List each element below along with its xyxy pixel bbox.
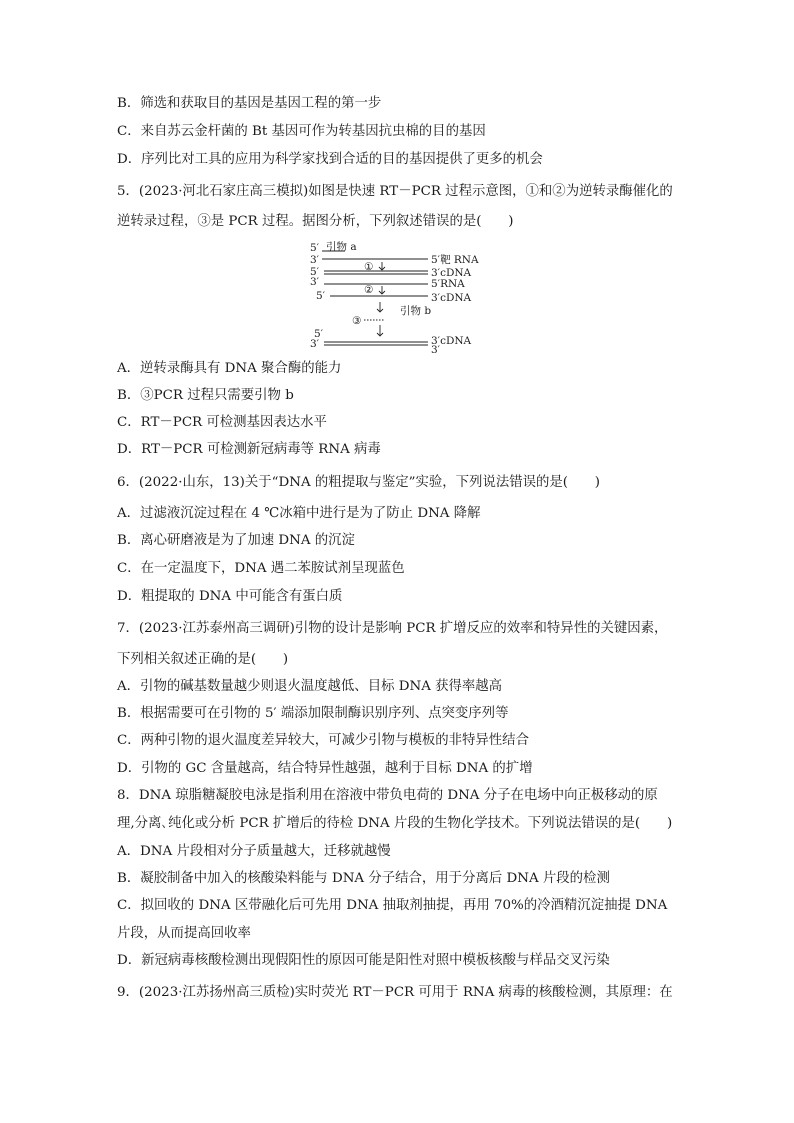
question-7-stem: 7．(2023·江苏泰州高三调研)引物的设计是影响 PCR 扩增反应的效率和特异性的关键因素， (117, 621, 668, 636)
step-3-label: ③ (352, 315, 362, 327)
arrow-1 (379, 262, 385, 270)
text-line: B．筛选和获取目的基因是基因工程的第一步 (117, 96, 382, 111)
option: A．引物的碱基数量越少则退火温度越低、目标 DNA 获得率越高 (117, 679, 503, 694)
option: C．在一定温度下，DNA 遇二苯胺试剂呈现蓝色 (117, 561, 405, 576)
primer-b-label: 引物 b (400, 305, 432, 317)
end-label: 5′ (310, 242, 320, 254)
option: D．RT－PCR 可检测新冠病毒等 RNA 病毒 (117, 442, 381, 457)
question-9-stem: 9．(2023·江苏扬州高三质检)实时荧光 RT－PCR 可用于 RNA 病毒的核酸检测，其原理：在 (117, 985, 673, 1000)
option: A．逆转录酶具有 DNA 聚合酶的能力 (117, 361, 342, 376)
option: A．DNA 片段相对分子质量越大，迁移就越慢 (117, 844, 391, 859)
rt-pcr-diagram (300, 238, 500, 356)
option: C．RT－PCR 可检测基因表达水平 (117, 415, 327, 430)
option: A．过滤液沉淀过程在 4 ℃冰箱中进行是为了防止 DNA 降解 (117, 506, 481, 521)
end-label: 5′ (310, 266, 320, 278)
text-line: D．序列比对工具的应用为科学家找到合适的目的基因提供了更多的机会 (117, 152, 543, 167)
option: B．离心研磨液是为了加速 DNA 的沉淀 (117, 533, 355, 548)
cdna-label: 3′cDNA (431, 292, 472, 304)
end-label: 5′ (316, 290, 326, 302)
option: C．拟回收的 DNA 区带融化后可先用 DNA 抽取剂抽提，再用 70%的冷酒精沉淀抽提 DNA (117, 898, 668, 913)
question-5-stem: 逆转录过程，③是 PCR 过程。据图分析，下列叙述错误的是( ) (117, 214, 514, 229)
arrow-3a (377, 302, 383, 312)
cdna-label: 3′cDNA (431, 267, 472, 279)
question-5-stem: 5．(2023·河北石家庄高三模拟)如图是快速 RT－PCR 过程示意图，①和②为逆转录酶催化的 (117, 184, 673, 199)
question-8-stem: 8．DNA 琼脂糖凝胶电泳是指利用在溶液中带负电荷的 DNA 分子在电场中向正极移动的原 (117, 788, 658, 803)
end-label: 3′ (310, 254, 320, 266)
question-6-stem: 6．(2022·山东，13)关于“DNA 的粗提取与鉴定”实验，下列说法错误的是( ) (117, 475, 601, 490)
option-continued: 片段，从而提高回收率 (117, 926, 251, 941)
end-label: 3′ (431, 344, 441, 356)
rna-label: 5′RNA (431, 278, 465, 290)
target-rna-label: 5′靶 RNA (431, 254, 479, 266)
end-label: 3′ (310, 276, 320, 288)
end-label: 3′ (310, 338, 320, 350)
text-line: C．来自苏云金杆菌的 Bt 基因可作为转基因抗虫棉的目的基因 (117, 124, 486, 139)
end-label: 5′ (314, 328, 324, 340)
option: C．两种引物的退火温度差异较大，可减少引物与模板的非特异性结合 (117, 733, 529, 748)
option: D．新冠病毒核酸检测出现假阳性的原因可能是阳性对照中模板核酸与样品交叉污染 (117, 953, 610, 968)
arrow-2 (379, 286, 385, 294)
step-1-label: ① (364, 261, 374, 273)
question-7-stem: 下列相关叙述正确的是( ) (117, 652, 289, 667)
cdna-label: 3′cDNA (431, 335, 472, 347)
arrow-3b (377, 325, 383, 336)
option: B．根据需要可在引物的 5′ 端添加限制酶识别序列、点突变序列等 (117, 706, 509, 721)
primer-a-label: 引物 a (326, 241, 357, 253)
option: D．粗提取的 DNA 中可能含有蛋白质 (117, 589, 343, 604)
option: B．凝胶制备中加入的核酸染料能与 DNA 分子结合，用于分离后 DNA 片段的检测 (117, 871, 610, 886)
option: D．引物的 GC 含量越高，结合特异性越强，越利于目标 DNA 的扩增 (117, 761, 533, 776)
option: B．③PCR 过程只需要引物 b (117, 388, 294, 403)
step-2-label: ② (364, 284, 374, 296)
question-8-stem: 理,分离､纯化或分析 PCR 扩增后的待检 DNA 片段的生物化学技术。下列说法错误的是( ) (117, 816, 673, 831)
